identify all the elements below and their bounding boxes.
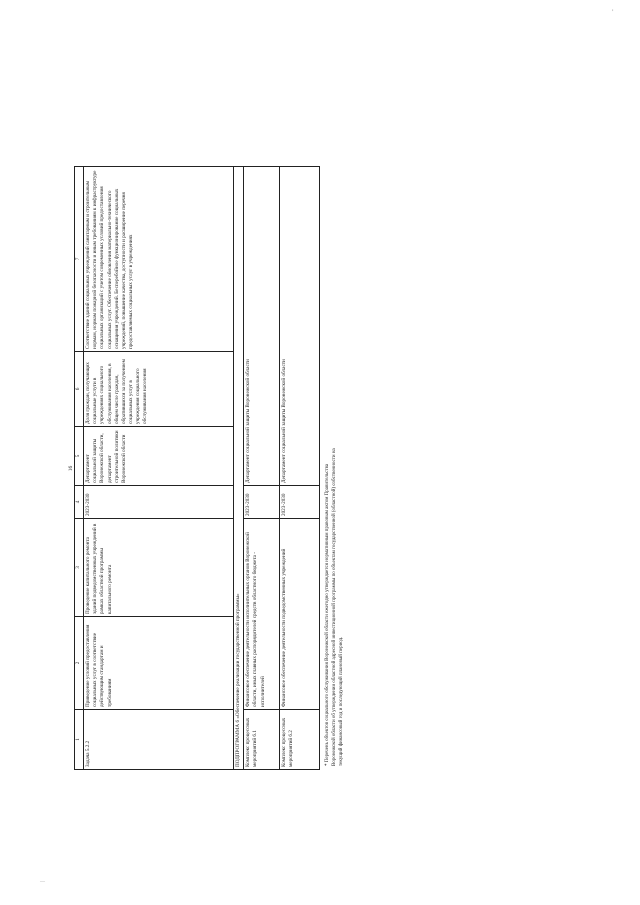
task-period-cell: 2023-2030 [84, 486, 234, 519]
header-cell: 6 [75, 352, 84, 427]
task-name-cell: Приведение условий предоставления социальных услуг в соответствие действующим стандартам и требованиям [84, 617, 234, 710]
header-cell: 5 [75, 427, 84, 486]
header-cell: 7 [75, 167, 84, 352]
subprogram-title: ПОДПРОГРАММА 6 «Обеспечение реализации государственной программы» [234, 167, 244, 770]
task-executor-cell: Департамент социальной защиты Воронежской области, департамент строительной политики Воронежской области [84, 427, 234, 486]
footnote [324, 176, 345, 766]
footnote-line: текущий финансовый год и последующий плановый период. [339, 636, 344, 766]
header-cell: 2 [75, 617, 84, 710]
complex-executor-cell: Департамент социальной защиты Воронежской области [244, 167, 280, 486]
table-header-row [75, 167, 84, 770]
complex-period-cell: 2023-2030 [280, 486, 320, 519]
task-indicator-cell: Доля граждан, получающих социальные услуги в учреждениях социального обслуживания населения, в общем числе граждан, обратившихся за получением социальных услуг в учреждения социального обслуживания населения [84, 352, 234, 427]
table-row [280, 167, 320, 770]
footnote-line: Воронежской области об утверждении областной адресной инвестиционной программы по объектам государственной (областной) собственности на [332, 448, 337, 766]
header-cell: 1 [75, 710, 84, 770]
complex-executor-cell: Департамент социальной защиты Воронежской области [280, 167, 320, 486]
document-page [68, 167, 344, 770]
header-cell: 3 [75, 519, 84, 617]
task-description-cell: Проведение капитального ремонта зданий подведомственных учреждений в рамках областной программы капитального ремонта [84, 519, 234, 617]
footnote-line: * Перечень объектов социального обслуживания Воронежской области ежегодно утверждается нормативным правовым актом Правительства [325, 463, 330, 766]
page-number: 16 [68, 465, 74, 472]
complex-description-cell: Финансовое обеспечение деятельности исполнительных органов Воронежской области, иных главных распорядителей средств областного бюджета - исполнителей [244, 519, 280, 710]
program-measures-table [74, 166, 320, 770]
header-cell: 4 [75, 486, 84, 519]
complex-id-cell: Комплекс процессных мероприятий 6.2 [280, 710, 320, 770]
task-id-cell: Задача 5.2.2 [84, 710, 234, 770]
task-result-cell: Соответствие зданий социальных учреждений санитарным и строительным нормам, нормам пожарной безопасности и иным требованиям к инфраструктуре социальных организаций с учетом современных условий предоставления социальных услуг. Обеспечение обновления материально-технического оснащения учреждений. Бесперебойное функционирование социальных учреждений, повышение качества, доступности и расширение перечня предоставляемых социальных услуг в учреждениях [84, 167, 234, 352]
table-row [84, 167, 234, 770]
complex-period-cell: 2023-2030 [244, 486, 280, 519]
scan-mark-bottom: — [40, 880, 45, 885]
complex-id-cell: Комплекс процессных мероприятий 6.1 [244, 710, 280, 770]
table-row [244, 167, 280, 770]
complex-description-cell: Финансовое обеспечение деятельности подведомственных учреждений [280, 519, 320, 710]
scan-mark-top: , [612, 6, 614, 12]
subprogram-row [234, 167, 244, 770]
